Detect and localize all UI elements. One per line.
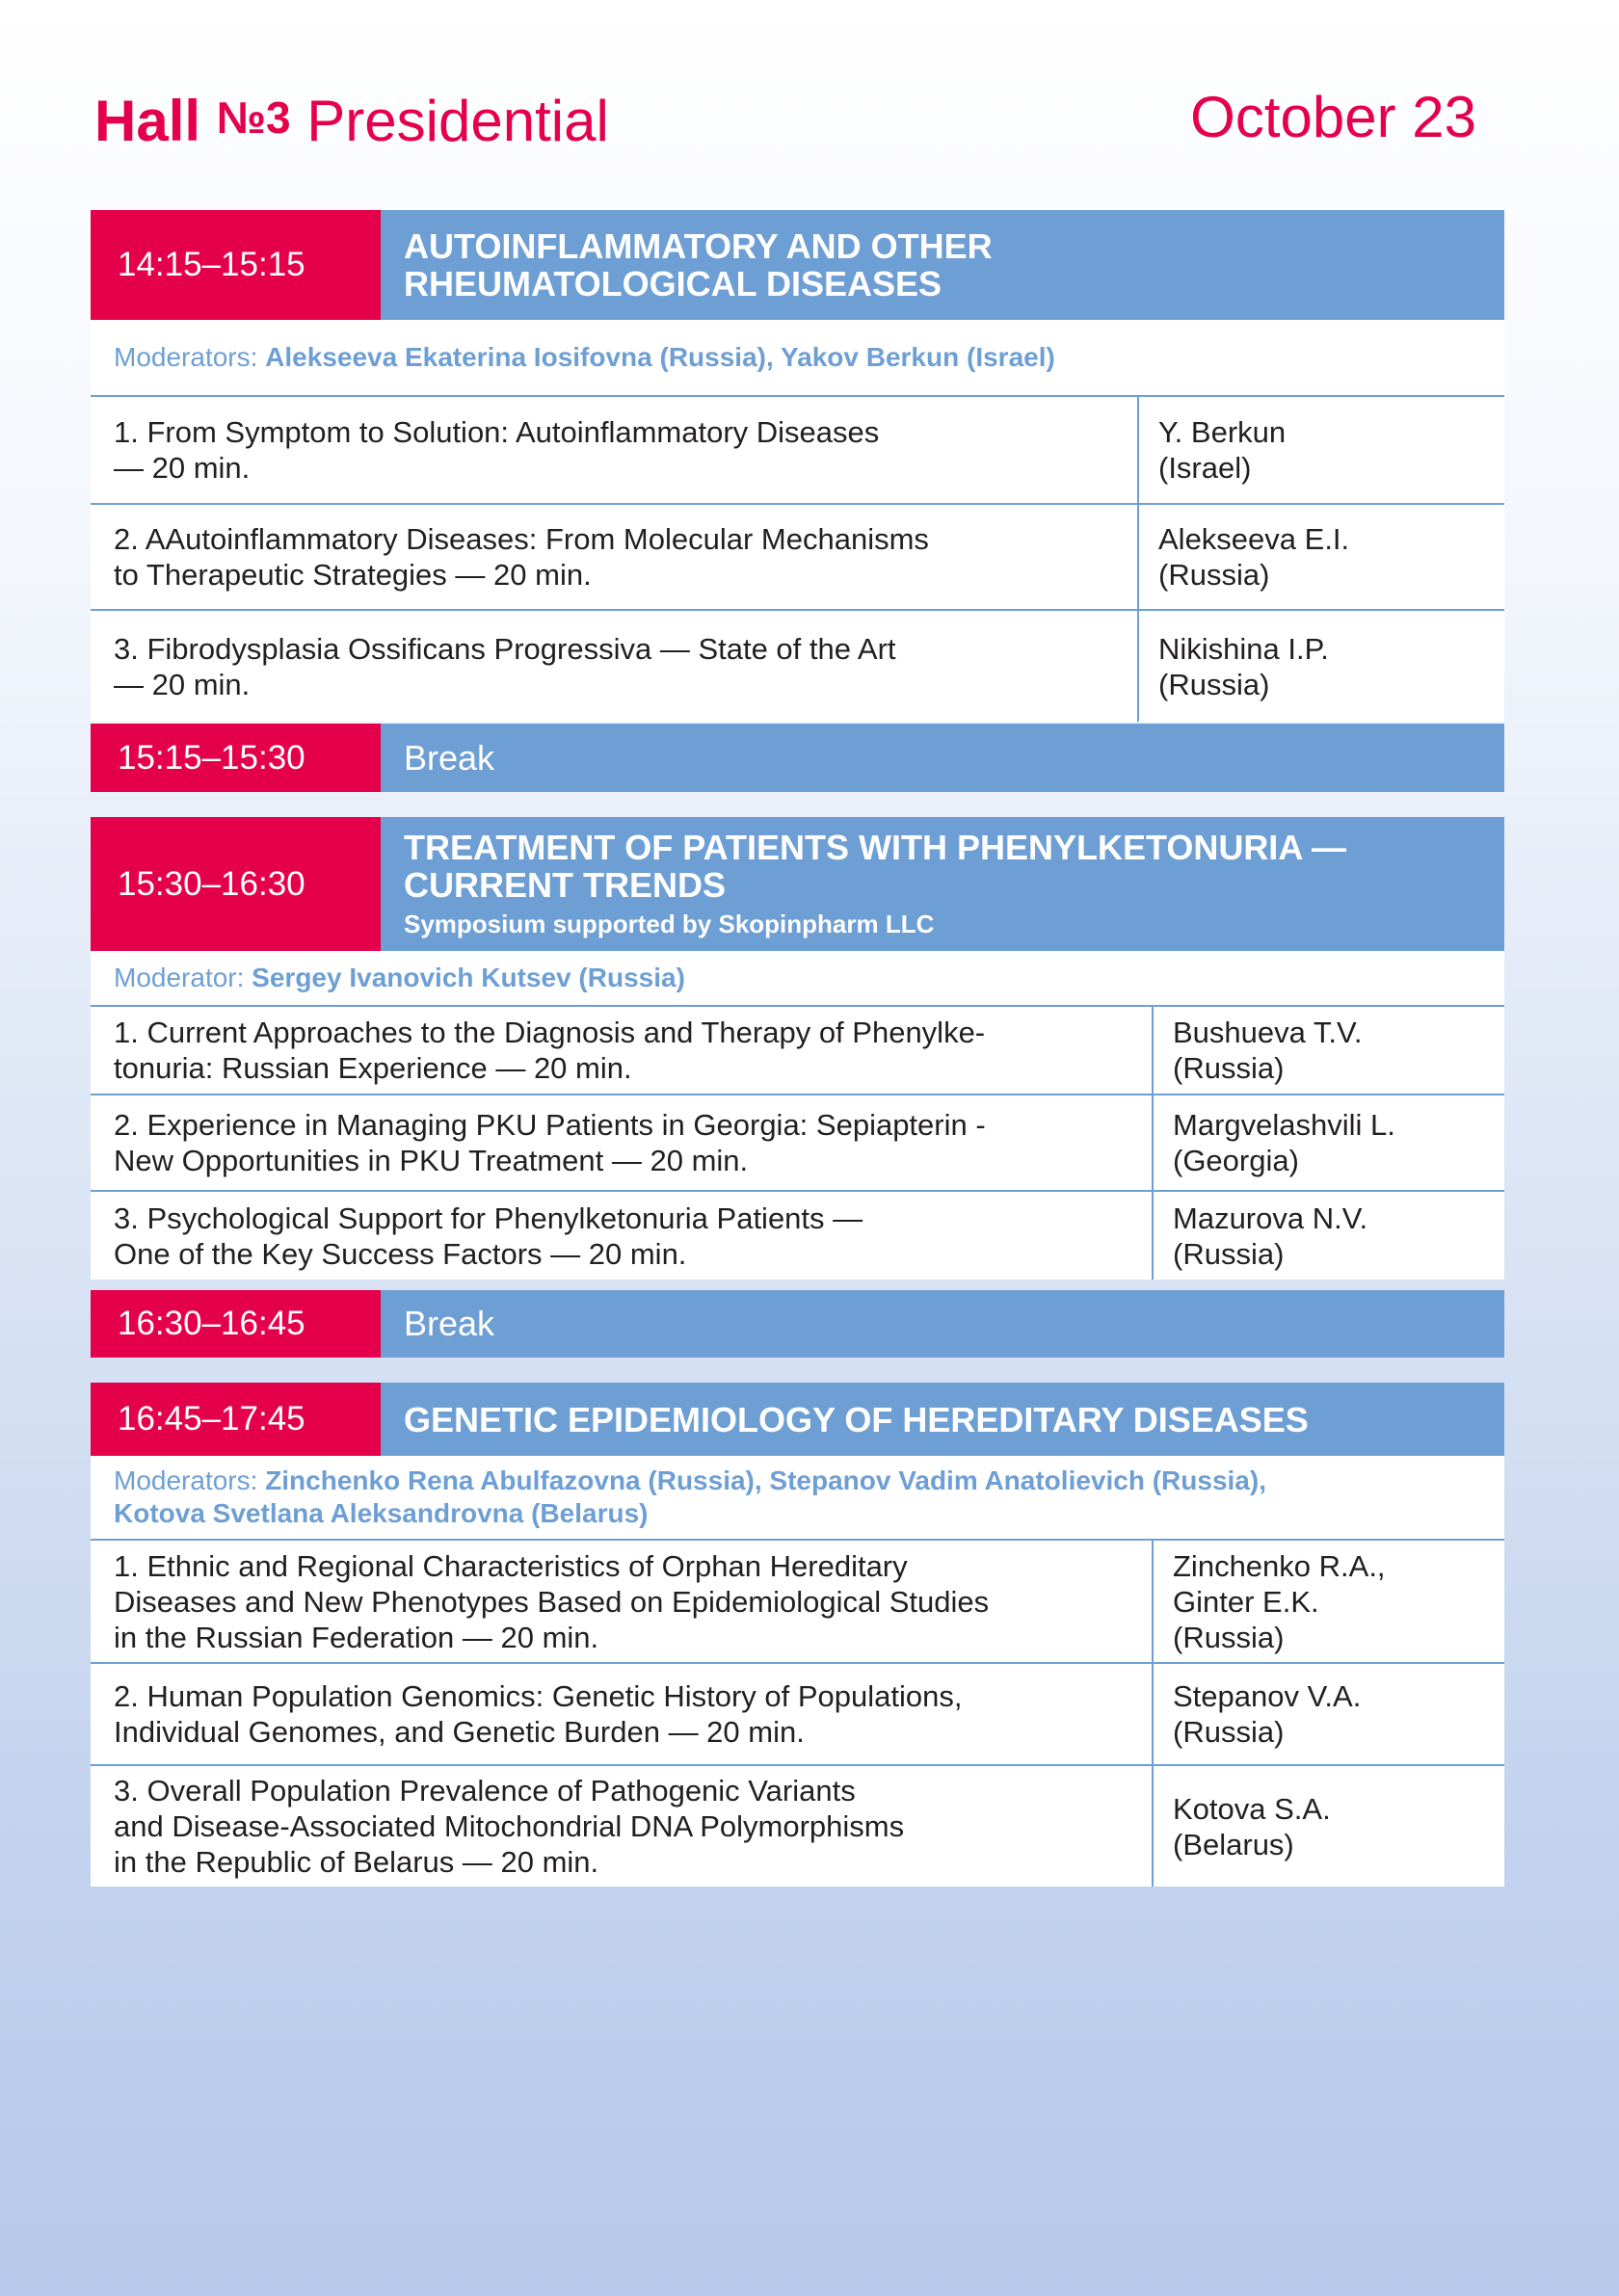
- talk-title: 1. Ethnic and Regional Characteristics of Orphan Hereditary Diseases and New Phenotypes Based on Epidemiological Studies in the Russian Federation — 20 min.: [114, 1548, 990, 1654]
- talk-title: 3. Psychological Support for Phenylketonuria Patients — One of the Key Success Factors — 20 min.: [114, 1201, 863, 1271]
- moderators-names: Sergey Ivanovich Kutsev (Russia): [252, 963, 685, 992]
- session-title-text: AUTOINFLAMMATORY AND OTHER RHEUMATOLOGICAL DISEASES: [404, 226, 993, 303]
- talk-speaker: Kotova S.A. (Belarus): [1152, 1766, 1504, 1887]
- session-time: 15:30–16:30: [91, 817, 381, 951]
- talk-speaker: Zinchenko R.A., Ginter E.K. (Russia): [1152, 1541, 1504, 1662]
- session-3: [91, 1383, 1504, 1887]
- session-title-text: TREATMENT OF PATIENTS WITH PHENYLKETONURIA — CURRENT TRENDS: [404, 827, 1346, 905]
- break-label: Break: [404, 737, 495, 778]
- hall-title: [94, 79, 609, 160]
- session-title: [381, 210, 1504, 320]
- talk-title: 3. Fibrodysplasia Ossificans Progressiva — State of the Art — 20 min.: [114, 631, 896, 701]
- break-time: 16:30–16:45: [91, 1290, 381, 1358]
- talk-title: 1. From Symptom to Solution: Autoinflammatory Diseases — 20 min.: [114, 415, 880, 485]
- talk-row: [91, 1095, 1504, 1192]
- talk-speaker: Stepanov V.A. (Russia): [1152, 1664, 1504, 1764]
- break-time: 15:15–15:30: [91, 724, 381, 792]
- talk-speaker: Mazurova N.V. (Russia): [1152, 1192, 1504, 1280]
- break-bar: [91, 1290, 1504, 1358]
- session-title-bar: [91, 1383, 1504, 1456]
- break-2: [91, 1290, 1504, 1358]
- talk-row: [91, 1192, 1504, 1280]
- moderators: [91, 951, 1504, 1007]
- page-header: [94, 79, 1476, 156]
- talk-row: [91, 1766, 1504, 1887]
- session-1: [91, 210, 1504, 722]
- talk-title: 3. Overall Population Prevalence of Pathogenic Variants and Disease-Associated Mitochondrial DNA Polymorphisms in the Republic of Belarus — 20 min.: [114, 1774, 905, 1879]
- hall-number: №3: [216, 92, 291, 143]
- session-2: [91, 817, 1504, 1280]
- moderators-label: Moderator:: [114, 963, 252, 992]
- session-title-bar: [91, 817, 1504, 951]
- talk-speaker: Y. Berkun (Israel): [1137, 397, 1504, 503]
- moderators: [91, 1456, 1504, 1541]
- moderators-label: Moderators:: [114, 1465, 266, 1495]
- talk-row: [91, 611, 1504, 722]
- session-subtitle: Symposium supported by Skopinpharm LLC: [404, 909, 935, 938]
- hall-name: Presidential: [306, 89, 609, 153]
- talk-title: 2. Human Population Genomics: Genetic History of Populations, Individual Genomes, and Genetic Burden — 20 min.: [114, 1679, 963, 1749]
- moderators-names: Zinchenko Rena Abulfazovna (Russia), Stepanov Vadim Anatolievich (Russia), Kotova Svetlana Aleksandrovna (Belarus): [114, 1465, 1266, 1528]
- session-title-text: GENETIC EPIDEMIOLOGY OF HEREDITARY DISEASES: [404, 1399, 1309, 1439]
- talk-speaker: Nikishina I.P. (Russia): [1137, 611, 1504, 722]
- talk-row: [91, 1007, 1504, 1095]
- session-title-bar: [91, 210, 1504, 320]
- talk-row: [91, 1664, 1504, 1766]
- moderators-names: Alekseeva Ekaterina Iosifovna (Russia), Yakov Berkun (Israel): [265, 342, 1055, 372]
- talk-row: [91, 1541, 1504, 1664]
- session-time: 14:15–15:15: [91, 210, 381, 320]
- talk-row: [91, 505, 1504, 611]
- talk-speaker: Margvelashvili L. (Georgia): [1152, 1095, 1504, 1190]
- break-bar: [91, 724, 1504, 792]
- talk-speaker: Alekseeva E.I. (Russia): [1137, 505, 1504, 609]
- session-title: [381, 817, 1504, 951]
- hall-word: Hall: [94, 89, 201, 153]
- talk-title: 2. AAutoinflammatory Diseases: From Molecular Mechanisms to Therapeutic Strategies — 20 min.: [114, 522, 929, 592]
- date: October 23: [1190, 85, 1476, 149]
- moderators-label: Moderators:: [114, 342, 266, 372]
- session-title: [381, 1383, 1504, 1456]
- talk-speaker: Bushueva T.V. (Russia): [1152, 1007, 1504, 1094]
- moderators: [91, 320, 1504, 397]
- talk-title: 1. Current Approaches to the Diagnosis and Therapy of Phenylke- tonuria: Russian Experience — 20 min.: [114, 1016, 986, 1085]
- talk-row: [91, 397, 1504, 505]
- session-time: 16:45–17:45: [91, 1383, 381, 1456]
- talk-title: 2. Experience in Managing PKU Patients in Georgia: Sepiapterin - New Opportunities in PKU Treatment — 20 min.: [114, 1108, 986, 1177]
- break-1: [91, 724, 1504, 792]
- break-label: Break: [404, 1304, 495, 1343]
